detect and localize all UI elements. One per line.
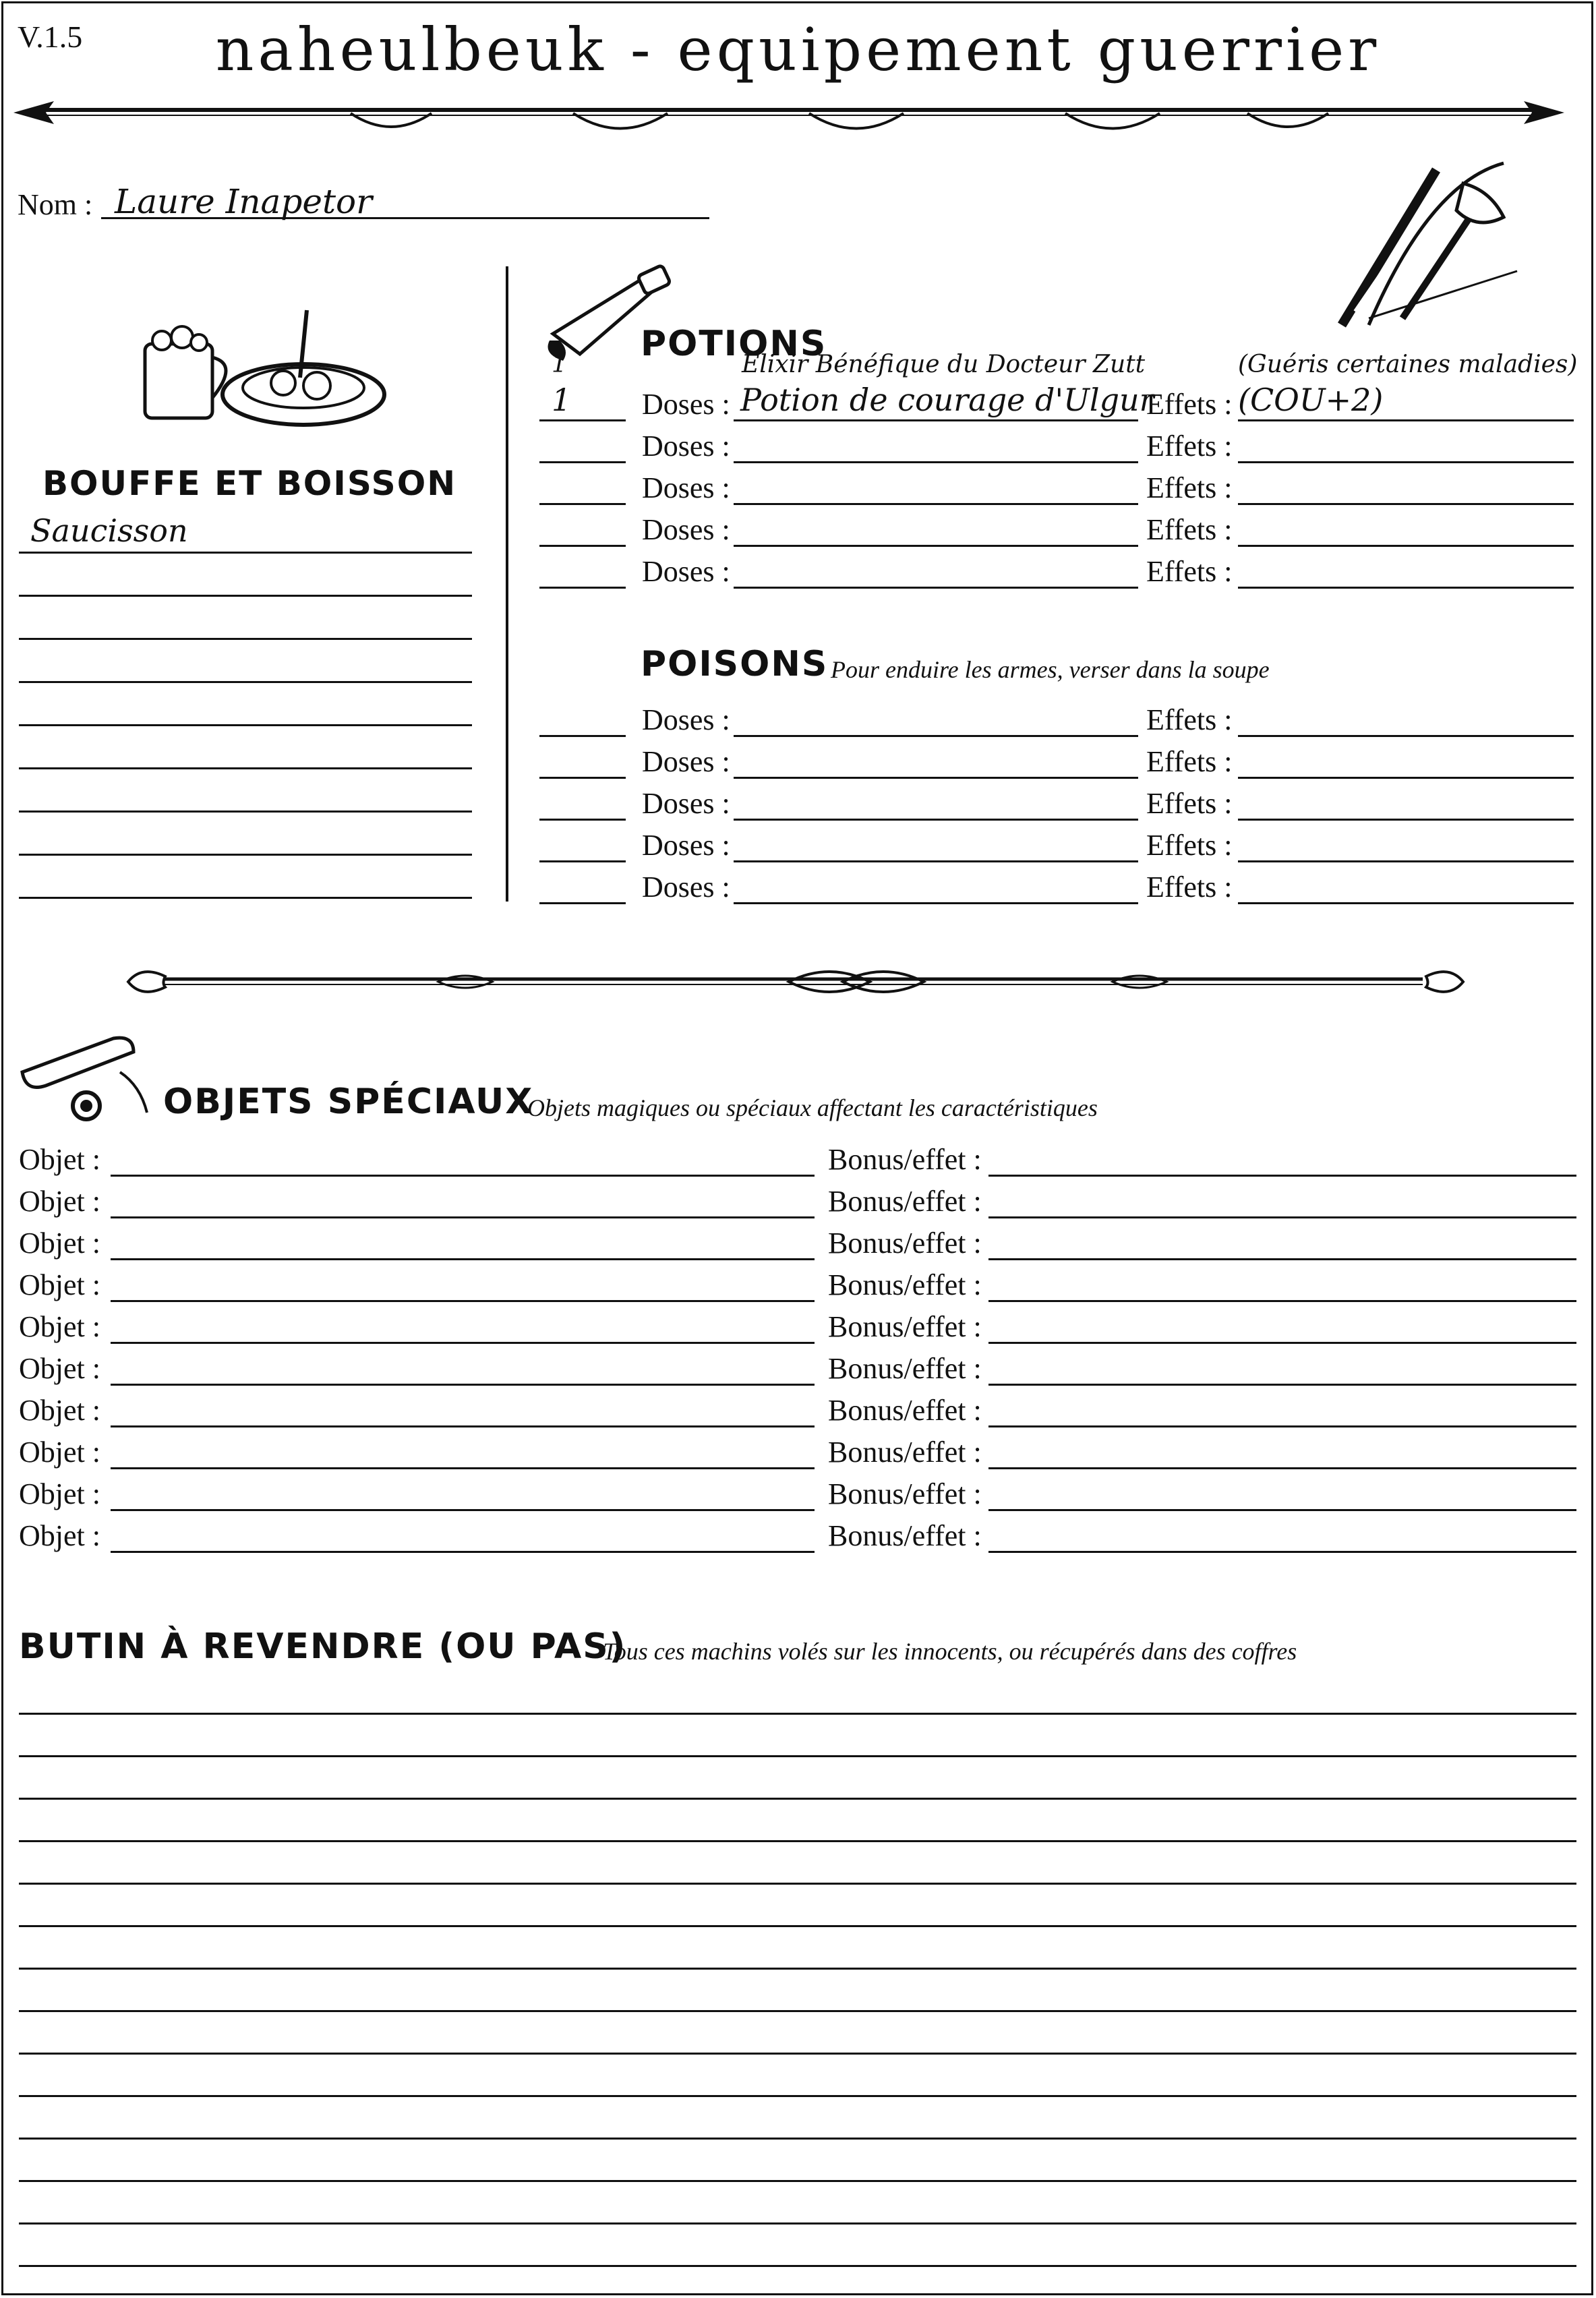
objet-line[interactable] <box>111 1216 815 1218</box>
doses-label: Doses : <box>642 745 730 778</box>
objets-subtitle: Objets magiques ou spéciaux affectant les caractéristiques <box>527 1094 1098 1121</box>
effect-line <box>1238 419 1574 421</box>
objet-line[interactable] <box>111 1509 815 1511</box>
effets-label: Effets : <box>1146 829 1233 862</box>
effect-line <box>1238 461 1574 463</box>
objet-line[interactable] <box>111 1175 815 1177</box>
objet-label: Objet : <box>19 1352 100 1385</box>
objet-label: Objet : <box>19 1394 100 1427</box>
effets-label: Effets : <box>1146 388 1233 421</box>
effect-line <box>1238 819 1574 821</box>
bonus-label: Bonus/effet : <box>828 1143 982 1176</box>
dose-name-line <box>734 902 1138 904</box>
dose-qty[interactable]: 1 <box>552 382 572 418</box>
effets-label: Effets : <box>1146 513 1233 546</box>
objet-label: Objet : <box>19 1268 100 1301</box>
effets-label: Effets : <box>1146 787 1233 820</box>
effect-line <box>1238 860 1574 862</box>
bouffe-line <box>19 681 472 683</box>
dose-entry[interactable] <box>734 785 1138 819</box>
dose-effect[interactable]: (Guéris certaines maladies) <box>1238 351 1578 378</box>
dose-name-line <box>734 735 1138 737</box>
butin-line[interactable] <box>19 2010 1576 2012</box>
bonus-line[interactable] <box>988 1258 1576 1260</box>
dose-entry[interactable] <box>734 743 1138 777</box>
doses-label: Doses : <box>642 388 730 421</box>
bonus-line[interactable] <box>988 1216 1576 1218</box>
bonus-label: Bonus/effet : <box>828 1310 982 1343</box>
butin-line[interactable] <box>19 2180 1576 2182</box>
spear-divider-icon <box>13 86 1564 147</box>
dose-name-line <box>734 860 1138 862</box>
qty-line <box>539 419 626 421</box>
crossed-weapons-icon <box>1328 156 1531 338</box>
bonus-label: Bonus/effet : <box>828 1268 982 1301</box>
bouffe-line <box>19 724 472 726</box>
objet-label: Objet : <box>19 1227 100 1260</box>
potions-heading: POTIONS <box>641 324 827 364</box>
column-separator <box>506 266 508 902</box>
doses-label: Doses : <box>642 471 730 504</box>
dose-name-line <box>734 461 1138 463</box>
bonus-label: Bonus/effet : <box>828 1227 982 1260</box>
dose-name-line <box>734 503 1138 505</box>
effets-label: Effets : <box>1146 430 1233 463</box>
bouffe-line <box>19 854 472 856</box>
staff-divider-icon <box>128 958 1463 1005</box>
butin-subtitle: Tous ces machins volés sur les innocents, ou récupérés dans des coffres <box>603 1638 1297 1665</box>
butin-line[interactable] <box>19 1840 1576 1842</box>
butin-line[interactable] <box>19 1713 1576 1715</box>
effect-line <box>1238 587 1574 589</box>
bonus-label: Bonus/effet : <box>828 1477 982 1510</box>
qty-line <box>539 545 626 547</box>
butin-line[interactable] <box>19 2053 1576 2055</box>
dose-qty[interactable]: 1 <box>552 351 567 378</box>
doses-label: Doses : <box>642 430 730 463</box>
butin-line[interactable] <box>19 1755 1576 1757</box>
scroll-ring-icon <box>19 1032 154 1126</box>
objet-line[interactable] <box>111 1467 815 1469</box>
effect-line <box>1238 545 1574 547</box>
dose-name-line <box>734 587 1138 589</box>
butin-line[interactable] <box>19 1883 1576 1885</box>
doses-label: Doses : <box>642 829 730 862</box>
bouffe-line <box>19 638 472 640</box>
dose-name[interactable]: Potion de courage d'Ulgur <box>740 382 1154 418</box>
bonus-line[interactable] <box>988 1425 1576 1427</box>
bonus-line[interactable] <box>988 1384 1576 1386</box>
bonus-label: Bonus/effet : <box>828 1394 982 1427</box>
food-plate-icon <box>138 303 388 438</box>
effect-line <box>1238 902 1574 904</box>
nom-value[interactable]: Laure Inapetor <box>115 182 373 221</box>
qty-line <box>539 777 626 779</box>
dose-entry[interactable] <box>734 868 1138 902</box>
effets-label: Effets : <box>1146 555 1233 588</box>
objet-line[interactable] <box>111 1342 815 1344</box>
doses-label: Doses : <box>642 703 730 736</box>
dose-effect[interactable]: (COU+2) <box>1238 382 1384 418</box>
qty-line <box>539 503 626 505</box>
qty-line <box>539 461 626 463</box>
dose-entry[interactable] <box>734 701 1138 735</box>
effect-line <box>1238 777 1574 779</box>
bonus-line[interactable] <box>988 1509 1576 1511</box>
objet-label: Objet : <box>19 1185 100 1218</box>
butin-line[interactable] <box>19 2222 1576 2225</box>
butin-heading: BUTIN À REVENDRE (OU PAS) <box>19 1626 627 1667</box>
dose-name-line <box>734 419 1138 421</box>
bouffe-line <box>19 595 472 597</box>
dose-name-line <box>734 777 1138 779</box>
butin-line[interactable] <box>19 2095 1576 2097</box>
butin-line[interactable] <box>19 2138 1576 2140</box>
nom-line <box>101 217 709 219</box>
bonus-line[interactable] <box>988 1342 1576 1344</box>
bouffe-heading: BOUFFE ET BOISSON <box>42 464 457 503</box>
qty-line <box>539 819 626 821</box>
objet-line[interactable] <box>111 1384 815 1386</box>
bonus-line[interactable] <box>988 1467 1576 1469</box>
poisons-subtitle: Pour enduire les armes, verser dans la soupe <box>831 656 1270 683</box>
butin-line[interactable] <box>19 1925 1576 1927</box>
qty-line <box>539 902 626 904</box>
objet-label: Objet : <box>19 1143 100 1176</box>
bouffe-line <box>19 767 472 769</box>
objet-line[interactable] <box>111 1300 815 1302</box>
objet-label: Objet : <box>19 1310 100 1343</box>
doses-label: Doses : <box>642 513 730 546</box>
bouffe-line <box>19 811 472 813</box>
bonus-label: Bonus/effet : <box>828 1519 982 1552</box>
bouffe-line <box>19 552 472 554</box>
doses-label: Doses : <box>642 871 730 904</box>
dose-name-line <box>734 819 1138 821</box>
doses-label: Doses : <box>642 555 730 588</box>
nom-label: Nom : <box>18 188 93 221</box>
qty-line <box>539 587 626 589</box>
bonus-label: Bonus/effet : <box>828 1436 982 1469</box>
qty-line <box>539 860 626 862</box>
effets-label: Effets : <box>1146 745 1233 778</box>
dose-name-line <box>734 545 1138 547</box>
objet-label: Objet : <box>19 1477 100 1510</box>
version-label: V.1.5 <box>18 20 83 54</box>
effect-line <box>1238 503 1574 505</box>
bouffe-item[interactable]: Saucisson <box>30 512 188 549</box>
bonus-line[interactable] <box>988 1300 1576 1302</box>
butin-line[interactable] <box>19 1968 1576 1970</box>
bonus-label: Bonus/effet : <box>828 1185 982 1218</box>
bonus-line[interactable] <box>988 1175 1576 1177</box>
doses-label: Doses : <box>642 787 730 820</box>
effets-label: Effets : <box>1146 471 1233 504</box>
effect-line <box>1238 735 1574 737</box>
effets-label: Effets : <box>1146 871 1233 904</box>
objets-heading: OBJETS SPÉCIAUX <box>163 1082 534 1122</box>
objet-line[interactable] <box>111 1551 815 1553</box>
dose-entry[interactable] <box>734 827 1138 860</box>
objet-line[interactable] <box>111 1425 815 1427</box>
bonus-line[interactable] <box>988 1551 1576 1553</box>
objet-label: Objet : <box>19 1436 100 1469</box>
dose-name[interactable]: Elixir Bénéfique du Docteur Zutt <box>742 351 1146 378</box>
butin-line[interactable] <box>19 1798 1576 1800</box>
effets-label: Effets : <box>1146 703 1233 736</box>
butin-line[interactable] <box>19 2265 1576 2267</box>
poisons-heading: POISONS <box>641 644 829 684</box>
objet-line[interactable] <box>111 1258 815 1260</box>
bouffe-line <box>19 897 472 899</box>
page-title: naheulbeuk - equipement guerrier <box>215 15 1381 84</box>
bonus-label: Bonus/effet : <box>828 1352 982 1385</box>
objet-label: Objet : <box>19 1519 100 1552</box>
qty-line <box>539 735 626 737</box>
